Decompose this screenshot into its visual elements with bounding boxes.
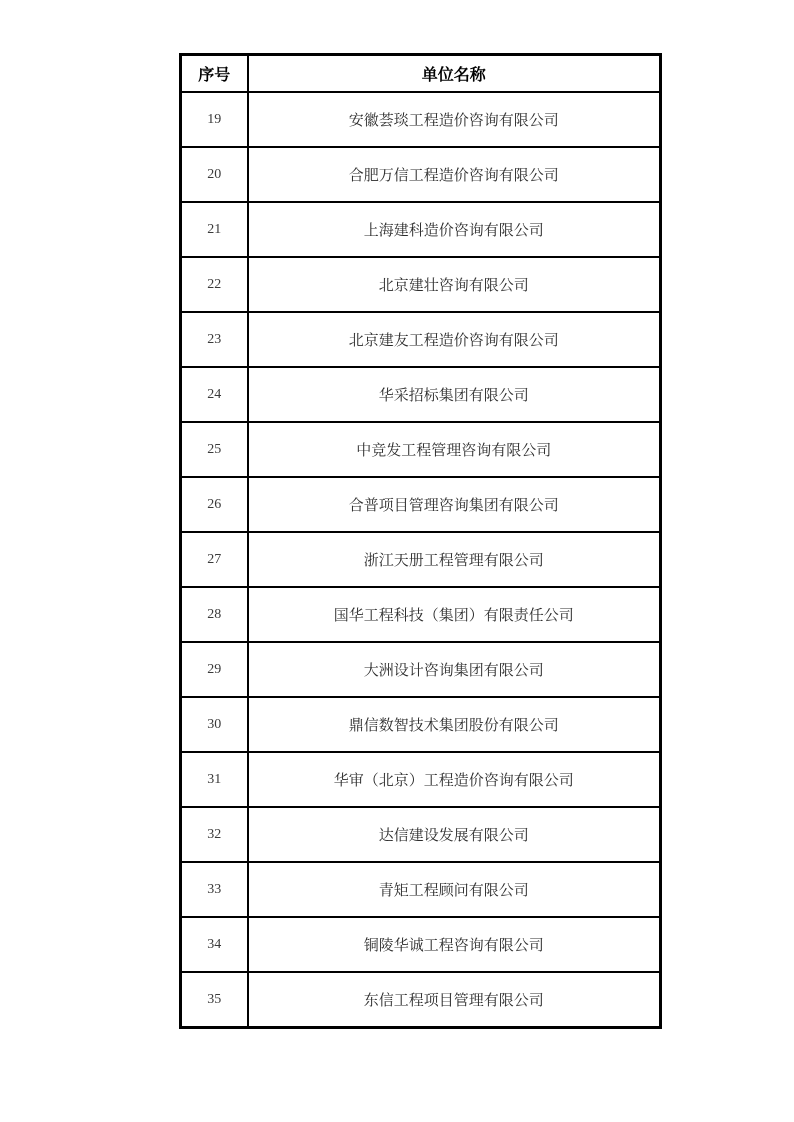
header-company-name: 单位名称: [248, 55, 661, 93]
row-number-cell: 25: [181, 422, 248, 477]
table-row: [181, 147, 661, 202]
company-name-cell: 东信工程项目管理有限公司: [248, 972, 661, 1028]
table-row: [181, 92, 661, 147]
company-name-cell: 中竞发工程管理咨询有限公司: [248, 422, 661, 477]
table-row: [181, 312, 661, 367]
company-name-cell: 上海建科造价咨询有限公司: [248, 202, 661, 257]
header-serial-number: 序号: [181, 55, 248, 93]
row-number-cell: 31: [181, 752, 248, 807]
company-name-cell: 大洲设计咨询集团有限公司: [248, 642, 661, 697]
row-number-cell: 27: [181, 532, 248, 587]
company-name-cell: 青矩工程顾问有限公司: [248, 862, 661, 917]
row-number-cell: 33: [181, 862, 248, 917]
row-number-cell: 24: [181, 367, 248, 422]
company-name-cell: 安徽荟琰工程造价咨询有限公司: [248, 92, 661, 147]
table-row: [181, 367, 661, 422]
table-row: [181, 202, 661, 257]
row-number-cell: 23: [181, 312, 248, 367]
table-row: [181, 807, 661, 862]
company-name-cell: 合肥万信工程造价咨询有限公司: [248, 147, 661, 202]
company-name-cell: 鼎信数智技术集团股份有限公司: [248, 697, 661, 752]
table-row: [181, 972, 661, 1028]
row-number-cell: 32: [181, 807, 248, 862]
company-name-cell: 北京建友工程造价咨询有限公司: [248, 312, 661, 367]
table-body: [181, 92, 661, 1028]
company-table: [179, 53, 662, 1029]
table-row: [181, 862, 661, 917]
row-number-cell: 35: [181, 972, 248, 1028]
table-row: [181, 587, 661, 642]
company-name-cell: 华采招标集团有限公司: [248, 367, 661, 422]
row-number-cell: 22: [181, 257, 248, 312]
row-number-cell: 20: [181, 147, 248, 202]
table-row: [181, 532, 661, 587]
row-number-cell: 19: [181, 92, 248, 147]
company-name-cell: 国华工程科技（集团）有限责任公司: [248, 587, 661, 642]
row-number-cell: 28: [181, 587, 248, 642]
table-row: [181, 477, 661, 532]
company-name-cell: 铜陵华诚工程咨询有限公司: [248, 917, 661, 972]
row-number-cell: 26: [181, 477, 248, 532]
table-row: [181, 752, 661, 807]
table-row: [181, 697, 661, 752]
table-row: [181, 422, 661, 477]
table-row: [181, 917, 661, 972]
company-name-cell: 北京建壮咨询有限公司: [248, 257, 661, 312]
company-name-cell: 达信建设发展有限公司: [248, 807, 661, 862]
table-header: [181, 55, 661, 93]
table-header-row: [181, 55, 661, 93]
table-row: [181, 642, 661, 697]
company-name-cell: 合普项目管理咨询集团有限公司: [248, 477, 661, 532]
row-number-cell: 34: [181, 917, 248, 972]
row-number-cell: 21: [181, 202, 248, 257]
row-number-cell: 29: [181, 642, 248, 697]
table-row: [181, 257, 661, 312]
company-name-cell: 浙江天册工程管理有限公司: [248, 532, 661, 587]
row-number-cell: 30: [181, 697, 248, 752]
company-name-cell: 华审（北京）工程造价咨询有限公司: [248, 752, 661, 807]
